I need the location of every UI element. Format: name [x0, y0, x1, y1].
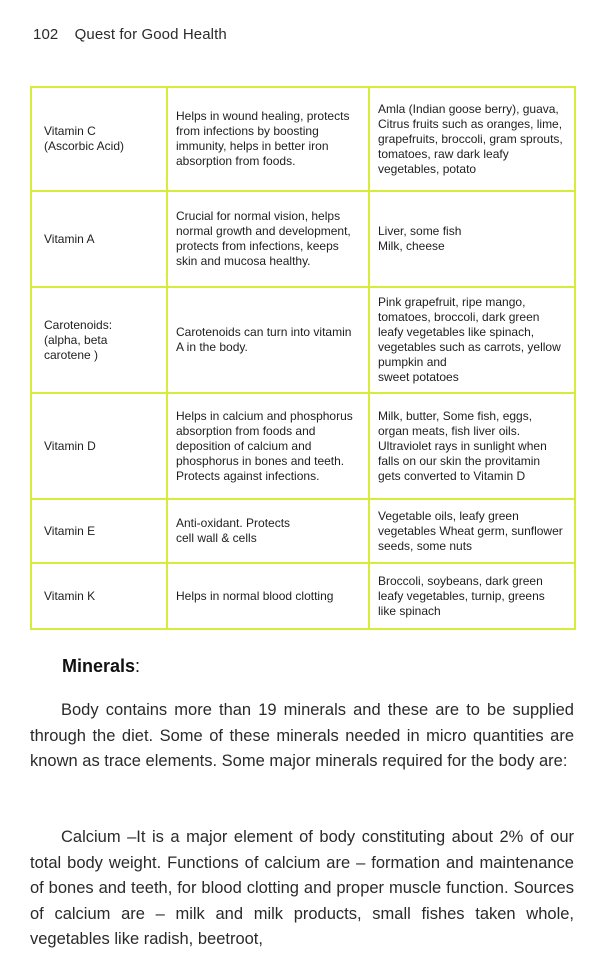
vitamin-sources: Milk, butter, Some fish, eggs, organ meats, fish liver oils. Ultraviolet rays in sunlight when falls on our skin the provitamin gets converted to Vitamin D — [369, 393, 575, 499]
vitamin-function: Helps in calcium and phosphorus absorption from foods and deposition of calcium and phosphorus in bones and teeth. Protects against infections. — [167, 393, 369, 499]
vitamin-name: Vitamin E — [31, 499, 167, 563]
vitamins-table — [30, 86, 576, 630]
vitamin-sources: Vegetable oils, leafy green vegetables Wheat germ, sunflower seeds, some nuts — [369, 499, 575, 563]
vitamin-sources: Amla (Indian goose berry), guava, Citrus fruits such as oranges, lime, grapefruits, broccoli, gram sprouts, tomatoes, raw dark leafy vegetables, potato — [369, 87, 575, 191]
vitamin-name: Vitamin D — [31, 393, 167, 499]
vitamin-function: Helps in wound healing, protects from infections by boosting immunity, helps in better iron absorption from foods. — [167, 87, 369, 191]
vitamin-function: Crucial for normal vision, helps normal growth and development, protects from infections, keeps skin and mucosa healthy. — [167, 191, 369, 287]
running-header — [33, 26, 227, 43]
vitamin-sources: Liver, some fish Milk, cheese — [369, 191, 575, 287]
vitamin-name: Vitamin A — [31, 191, 167, 287]
vitamin-sources: Pink grapefruit, ripe mango, tomatoes, broccoli, dark green leafy vegetables like spinach, vegetables such as carrots, yellow pumpkin and sweet potatoes — [369, 287, 575, 393]
calcium-paragraph: Calcium –It is a major element of body constituting about 2% of our total body weight. Functions of calcium are – formation and maintenance of bones and teeth, for blood clotting and proper muscle function. Sources of calcium are – milk and milk products, small fishes taken whole, vegetables like radish, beetroot, — [30, 828, 574, 948]
minerals-heading-colon: : — [135, 656, 141, 676]
vitamin-name: Vitamin C (Ascorbic Acid) — [31, 87, 167, 191]
book-title: Quest for Good Health — [74, 26, 227, 43]
minerals-heading — [62, 656, 140, 677]
table-row — [31, 287, 575, 393]
minerals-intro-paragraph: Body contains more than 19 minerals and these are to be supplied through the diet. Some of these minerals needed in micro quantities are known as trace elements. Some major minerals required for the body are: — [30, 701, 574, 770]
table-row — [31, 563, 575, 629]
vitamin-function: Helps in normal blood clotting — [167, 563, 369, 629]
vitamin-name: Carotenoids: (alpha, beta carotene ) — [31, 287, 167, 393]
vitamin-sources: Broccoli, soybeans, dark green leafy vegetables, turnip, greens like spinach — [369, 563, 575, 629]
vitamin-function: Carotenoids can turn into vitamin A in the body. — [167, 287, 369, 393]
vitamin-name: Vitamin K — [31, 563, 167, 629]
table-row — [31, 87, 575, 191]
vitamin-function: Anti-oxidant. Protects cell wall & cells — [167, 499, 369, 563]
minerals-heading-text: Minerals — [62, 656, 136, 676]
table-row — [31, 499, 575, 563]
table-row — [31, 191, 575, 287]
page-number: 102 — [33, 26, 59, 43]
table-row — [31, 393, 575, 499]
